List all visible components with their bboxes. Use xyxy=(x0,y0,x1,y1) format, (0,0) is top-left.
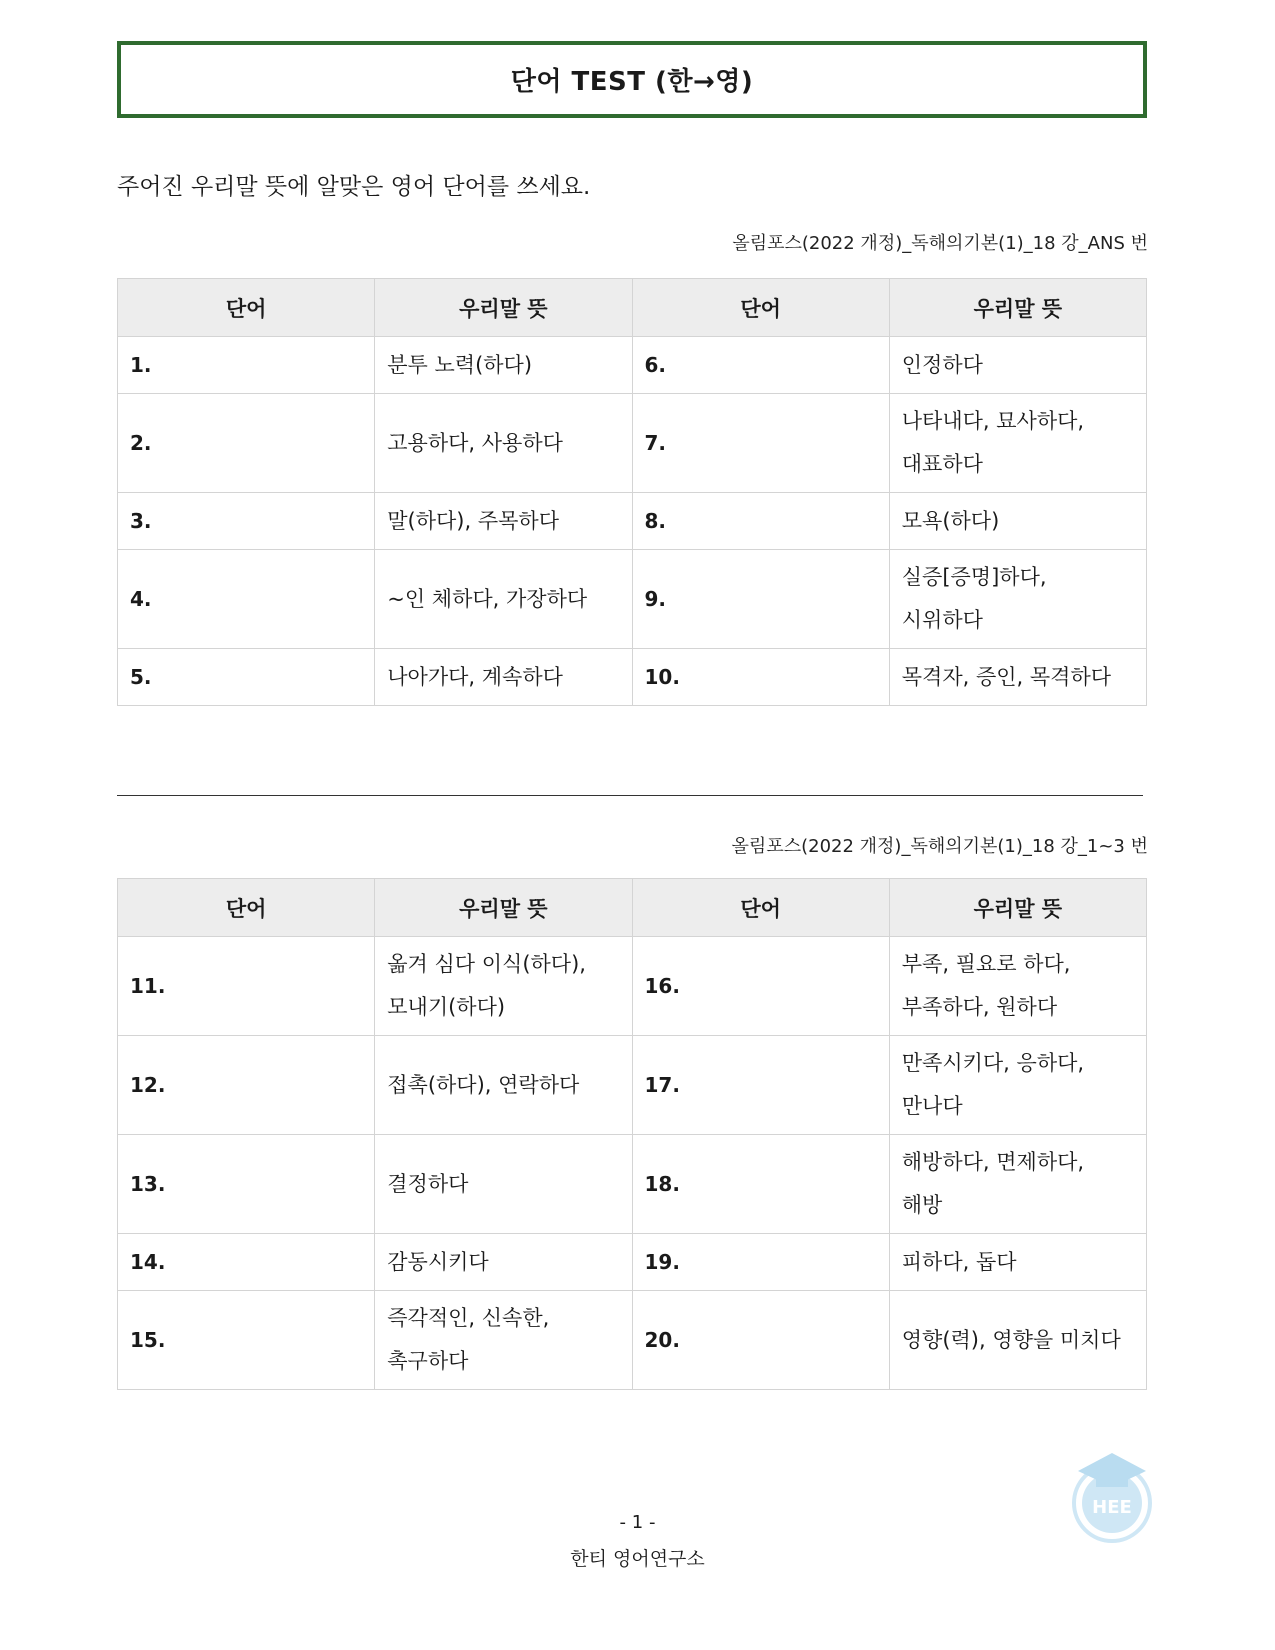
title-box xyxy=(117,41,1147,118)
word-number: 2. xyxy=(118,394,375,493)
meaning-line: 영향(력), 영향을 미치다 xyxy=(901,1327,1121,1352)
meaning-line: 분투 노력(하다) xyxy=(387,352,533,377)
header-word: 단어 xyxy=(118,279,375,337)
korean-meaning xyxy=(889,493,1146,550)
meaning-line: 대표하다 xyxy=(901,452,983,476)
header-meaning: 우리말 뜻 xyxy=(889,279,1146,337)
header-meaning: 우리말 뜻 xyxy=(375,279,632,337)
word-number: 8. xyxy=(632,493,889,550)
meaning-line: 해방 xyxy=(901,1193,943,1217)
meaning-line: 만나다 xyxy=(901,1094,963,1118)
word-number: 13. xyxy=(118,1135,375,1234)
meaning-line: 고용하다, 사용하다 xyxy=(387,430,563,455)
korean-meaning xyxy=(889,550,1146,649)
section-divider xyxy=(117,795,1143,796)
meaning-line: 즉각적인, 신속한, xyxy=(387,1306,550,1330)
korean-meaning xyxy=(375,937,632,1036)
section1-source: 올림포스(2022 개정)_독해의기본(1)_18 강_ANS 번 xyxy=(732,233,1148,254)
table-row xyxy=(118,1135,1147,1234)
meaning-line: 나타내다, 묘사하다, xyxy=(901,409,1085,433)
word-number: 5. xyxy=(118,649,375,706)
word-number: 17. xyxy=(632,1036,889,1135)
table-row xyxy=(118,394,1147,493)
word-number: 12. xyxy=(118,1036,375,1135)
meaning-line: 부족, 필요로 하다, xyxy=(901,952,1071,976)
hee-logo xyxy=(1070,1445,1154,1545)
header-word: 단어 xyxy=(118,879,375,937)
word-number: 15. xyxy=(118,1291,375,1390)
table-row xyxy=(118,493,1147,550)
word-number: 14. xyxy=(118,1234,375,1291)
korean-meaning xyxy=(375,550,632,649)
meaning-line: 모욕(하다) xyxy=(901,508,1000,533)
word-number: 19. xyxy=(632,1234,889,1291)
vocab-table-2 xyxy=(117,878,1147,1390)
meaning-line: 인정하다 xyxy=(901,352,983,377)
table-row xyxy=(118,550,1147,649)
meaning-line: 접촉(하다), 연락하다 xyxy=(387,1072,580,1097)
korean-meaning xyxy=(889,1291,1146,1390)
header-meaning: 우리말 뜻 xyxy=(375,879,632,937)
meaning-line: 결정하다 xyxy=(387,1171,469,1196)
korean-meaning xyxy=(375,493,632,550)
word-number: 11. xyxy=(118,937,375,1036)
word-number: 6. xyxy=(632,337,889,394)
table-row xyxy=(118,1036,1147,1135)
meaning-line: 부족하다, 원하다 xyxy=(901,995,1058,1019)
word-number: 3. xyxy=(118,493,375,550)
word-number: 18. xyxy=(632,1135,889,1234)
header-word: 단어 xyxy=(632,279,889,337)
meaning-line: 말(하다), 주목하다 xyxy=(387,508,559,533)
word-number: 10. xyxy=(632,649,889,706)
header-meaning: 우리말 뜻 xyxy=(889,879,1146,937)
korean-meaning xyxy=(375,394,632,493)
korean-meaning xyxy=(375,1234,632,1291)
meaning-line: 목격자, 증인, 목격하다 xyxy=(901,664,1112,689)
word-number: 7. xyxy=(632,394,889,493)
page-number: - 1 - xyxy=(619,1512,656,1533)
korean-meaning xyxy=(375,1036,632,1135)
meaning-line: 나아가다, 계속하다 xyxy=(387,664,563,689)
table-row xyxy=(118,337,1147,394)
korean-meaning xyxy=(375,649,632,706)
table-row xyxy=(118,1234,1147,1291)
korean-meaning xyxy=(889,937,1146,1036)
meaning-line: 실증[증명]하다, xyxy=(901,565,1047,589)
word-number: 1. xyxy=(118,337,375,394)
section2-source: 올림포스(2022 개정)_독해의기본(1)_18 강_1~3 번 xyxy=(731,836,1148,857)
vocab-table-1 xyxy=(117,278,1147,706)
meaning-line: 옮겨 심다 이식(하다), xyxy=(387,952,586,976)
meaning-line: 해방하다, 면제하다, xyxy=(901,1150,1085,1174)
korean-meaning xyxy=(889,1234,1146,1291)
korean-meaning xyxy=(889,649,1146,706)
word-number: 20. xyxy=(632,1291,889,1390)
logo-text: HEE xyxy=(1092,1497,1132,1518)
korean-meaning xyxy=(889,1135,1146,1234)
word-number: 16. xyxy=(632,937,889,1036)
table-row xyxy=(118,1291,1147,1390)
meaning-line: 피하다, 돕다 xyxy=(901,1249,1017,1274)
meaning-line: 만족시키다, 응하다, xyxy=(901,1051,1085,1075)
table-row xyxy=(118,937,1147,1036)
header-word: 단어 xyxy=(632,879,889,937)
table-row xyxy=(118,649,1147,706)
korean-meaning xyxy=(375,1135,632,1234)
korean-meaning xyxy=(889,1036,1146,1135)
meaning-line: ~인 체하다, 가장하다 xyxy=(387,586,588,611)
page-title: 단어 TEST (한→영) xyxy=(510,67,754,97)
meaning-line: 모내기(하다) xyxy=(387,995,506,1019)
korean-meaning xyxy=(889,394,1146,493)
word-number: 9. xyxy=(632,550,889,649)
publisher-name: 한티 영어연구소 xyxy=(570,1548,705,1570)
word-number: 4. xyxy=(118,550,375,649)
korean-meaning xyxy=(889,337,1146,394)
korean-meaning xyxy=(375,1291,632,1390)
instruction-text: 주어진 우리말 뜻에 알맞은 영어 단어를 쓰세요. xyxy=(117,174,591,200)
meaning-line: 시위하다 xyxy=(901,608,983,632)
meaning-line: 감동시키다 xyxy=(387,1249,489,1274)
meaning-line: 촉구하다 xyxy=(387,1349,469,1373)
korean-meaning xyxy=(375,337,632,394)
